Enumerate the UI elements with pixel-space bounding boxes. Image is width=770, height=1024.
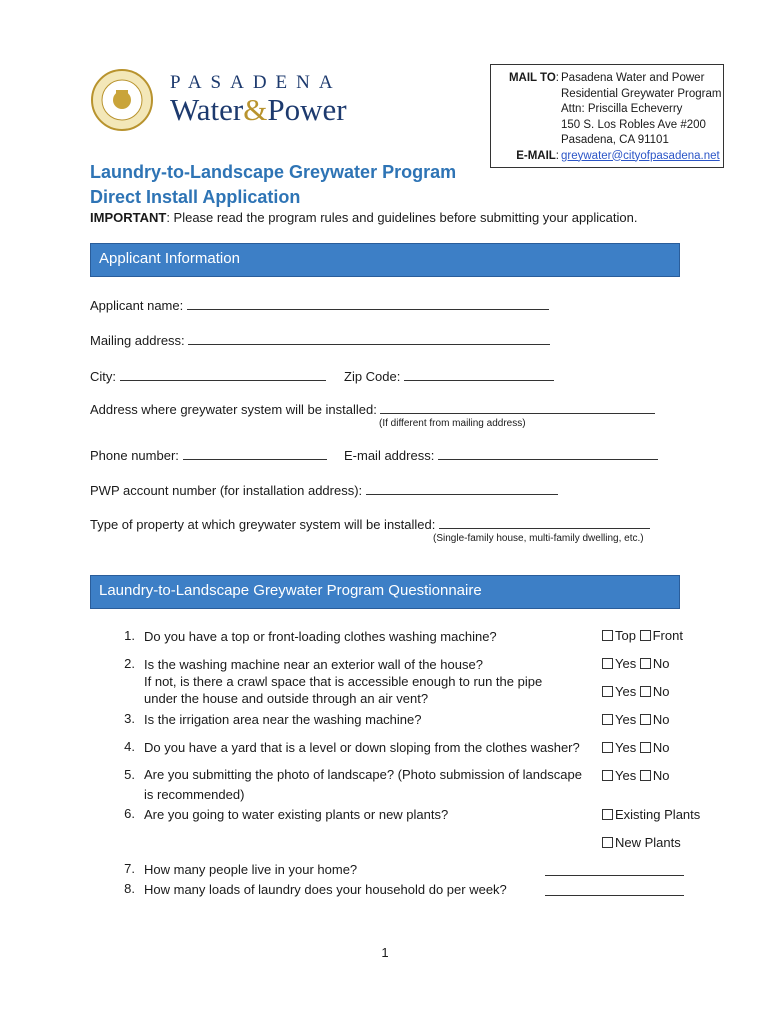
- q5-text: Are you submitting the photo of landscape? (Photo submission of landscape is recommended): [144, 767, 582, 802]
- q4-options: Yes No: [602, 740, 669, 755]
- mailing-address-row: Mailing address:: [90, 332, 550, 348]
- q7-text: How many people live in your home?: [144, 862, 358, 877]
- applicant-name-row: Applicant name:: [90, 297, 549, 313]
- q1-top-checkbox[interactable]: [602, 630, 613, 641]
- q1-text: Do you have a top or front-loading clothes washing machine?: [144, 629, 497, 644]
- q2b-no-checkbox[interactable]: [640, 686, 651, 697]
- form-subtitle: Direct Install Application: [90, 187, 301, 207]
- install-address-row: Address where greywater system will be installed:: [90, 401, 655, 417]
- section-header-applicant: Applicant Information: [90, 243, 680, 277]
- q4-number: 4.: [124, 739, 135, 754]
- email-field[interactable]: [438, 447, 658, 460]
- property-type-note: (Single-family house, multi-family dwelling, etc.): [433, 533, 644, 544]
- city-seal-logo: [90, 68, 154, 132]
- q3-options: Yes No: [602, 712, 669, 727]
- q6-number: 6.: [124, 806, 135, 821]
- q4-no-checkbox[interactable]: [640, 742, 651, 753]
- q6-text: Are you going to water existing plants or new plants?: [144, 807, 449, 822]
- mailing-address-field[interactable]: [188, 332, 550, 345]
- q6-option-new: New Plants: [602, 835, 681, 850]
- important-note: IMPORTANT: Please read the program rules and guidelines before submitting your application.: [90, 210, 638, 225]
- q2-no-checkbox[interactable]: [640, 658, 651, 669]
- zip-field[interactable]: [404, 368, 554, 381]
- form-title: Laundry-to-Landscape Greywater Program: [90, 162, 457, 182]
- install-address-note: (If different from mailing address): [379, 418, 526, 429]
- mail-to-box: MAIL TO: Pasadena Water and Power Residential Greywater Program Attn: Priscilla Echeverry 150 S. Los Robles Ave #200 Pasadena, CA 91101 E-MAIL: greywater@cityofpasadena.net: [490, 64, 724, 168]
- q3-yes-checkbox[interactable]: [602, 714, 613, 725]
- q6-new-checkbox[interactable]: [602, 837, 613, 848]
- phone-row: Phone number:: [90, 447, 327, 463]
- q1-number: 1.: [124, 628, 135, 643]
- page-number: 1: [381, 945, 389, 960]
- install-address-field[interactable]: [380, 401, 655, 414]
- q7-answer-field[interactable]: [545, 874, 684, 876]
- q8-number: 8.: [124, 881, 135, 896]
- q2-yes-checkbox[interactable]: [602, 658, 613, 669]
- pwp-account-row: PWP account number (for installation address):: [90, 482, 558, 498]
- city-field[interactable]: [120, 368, 326, 381]
- q6-existing-checkbox[interactable]: [602, 809, 613, 820]
- q2-number: 2.: [124, 656, 135, 671]
- q5-no-checkbox[interactable]: [640, 770, 651, 781]
- q6-option-existing: Existing Plants: [602, 807, 700, 822]
- q2b-yes-checkbox[interactable]: [602, 686, 613, 697]
- q4-text: Do you have a yard that is a level or down sloping from the clothes washer?: [144, 740, 580, 755]
- property-type-field[interactable]: [439, 516, 650, 529]
- email-link[interactable]: greywater@cityofpasadena.net: [561, 149, 720, 162]
- logo-pasadena-text: PASADENA: [170, 72, 342, 93]
- zip-row: Zip Code:: [344, 368, 554, 384]
- q2-options: Yes No: [602, 656, 669, 671]
- q3-number: 3.: [124, 711, 135, 726]
- city-row: City:: [90, 368, 326, 384]
- q3-text: Is the irrigation area near the washing machine?: [144, 712, 422, 727]
- pwp-account-field[interactable]: [366, 482, 558, 495]
- q5-number: 5.: [124, 767, 135, 782]
- q7-number: 7.: [124, 861, 135, 876]
- q1-options: Top Front: [602, 628, 683, 643]
- email-row: E-mail address:: [344, 447, 658, 463]
- q3-no-checkbox[interactable]: [640, 714, 651, 725]
- q8-answer-field[interactable]: [545, 894, 684, 896]
- q2b-text: If not, is there a crawl space that is accessible enough to run the pipe under the house and outside through an air vent?: [144, 674, 543, 706]
- q8-text: How many loads of laundry does your household do per week?: [144, 882, 507, 897]
- q4-yes-checkbox[interactable]: [602, 742, 613, 753]
- property-type-row: Type of property at which greywater system will be installed:: [90, 516, 650, 532]
- logo-water-power: Water&Power: [170, 92, 347, 127]
- q2b-options: Yes No: [602, 684, 669, 699]
- section-header-questionnaire: Laundry-to-Landscape Greywater Program Questionnaire: [90, 575, 680, 609]
- q2-text: Is the washing machine near an exterior wall of the house?: [144, 657, 483, 672]
- q5-options: Yes No: [602, 768, 669, 783]
- phone-field[interactable]: [183, 447, 327, 460]
- applicant-name-field[interactable]: [187, 297, 549, 310]
- q1-front-checkbox[interactable]: [640, 630, 651, 641]
- q5-yes-checkbox[interactable]: [602, 770, 613, 781]
